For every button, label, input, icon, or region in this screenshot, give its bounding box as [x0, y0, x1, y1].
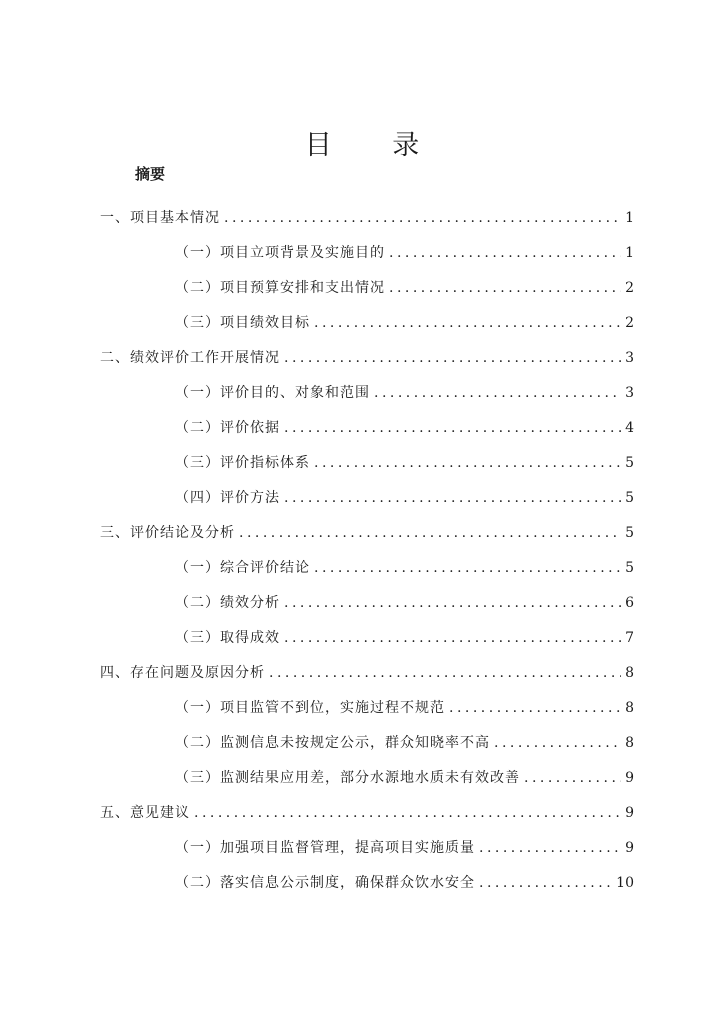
- toc-page-number: 8: [625, 700, 634, 716]
- toc-entry[interactable]: [100, 204, 634, 232]
- toc-page-number: 9: [625, 840, 634, 856]
- toc-entry-title: 二、绩效评价工作开展情况: [100, 350, 280, 366]
- toc-entry[interactable]: [100, 519, 634, 547]
- toc-page-number: 1: [625, 245, 634, 261]
- toc-entry-title: （三）项目绩效目标: [175, 315, 310, 331]
- toc-leader-dots: [284, 414, 621, 442]
- toc-leader-dots: [374, 379, 621, 407]
- toc-entry[interactable]: [100, 799, 634, 827]
- toc-leader-dots: [284, 589, 621, 617]
- toc-entry-title: 一、项目基本情况: [100, 210, 220, 226]
- toc-leader-dots: [269, 659, 621, 687]
- toc-leader-dots: [494, 729, 621, 757]
- toc-page-number: 5: [625, 560, 634, 576]
- toc-entry-title: （一）评价目的、对象和范围: [175, 385, 370, 401]
- toc-entry[interactable]: [175, 239, 634, 267]
- toc-entry-title: （三）取得成效: [175, 630, 280, 646]
- toc-leader-dots: [224, 204, 621, 232]
- toc-page-number: 7: [625, 630, 634, 646]
- toc-leader-dots: [314, 309, 621, 337]
- toc-page-number: 4: [625, 420, 634, 436]
- toc-page-number: 10: [616, 875, 634, 891]
- toc-page-number: 3: [625, 385, 634, 401]
- toc-leader-dots: [314, 449, 621, 477]
- toc-entry-title: （二）评价依据: [175, 420, 280, 436]
- toc-entry[interactable]: [175, 589, 634, 617]
- page-title: 目 录: [304, 130, 446, 161]
- toc-entry-title: （一）加强项目监督管理，提高项目实施质量: [175, 840, 475, 856]
- toc-entry[interactable]: [175, 274, 634, 302]
- toc-entry-title: （三）监测结果应用差，部分水源地水质未有效改善: [175, 770, 520, 786]
- toc-entry-title: （一）项目立项背景及实施目的: [175, 245, 385, 261]
- toc-leader-dots: [449, 694, 621, 722]
- toc-leader-dots: [284, 484, 621, 512]
- toc-entry[interactable]: [175, 484, 634, 512]
- toc-page-number: 8: [625, 665, 634, 681]
- toc-page-number: 9: [625, 805, 634, 821]
- toc-entry[interactable]: [175, 729, 634, 757]
- toc-page-number: 8: [625, 735, 634, 751]
- toc-entry-title: （三）评价指标体系: [175, 455, 310, 471]
- toc-entry-title: （二）落实信息公示制度，确保群众饮水安全: [175, 875, 475, 891]
- toc-page-number: 3: [625, 350, 634, 366]
- toc-entry-title: （一）综合评价结论: [175, 560, 310, 576]
- summary-heading: 摘要: [135, 165, 166, 183]
- toc-entry[interactable]: [175, 449, 634, 477]
- toc-entry-title: （二）绩效分析: [175, 595, 280, 611]
- toc-entry-title: （四）评价方法: [175, 490, 280, 506]
- toc-entry-title: （二）监测信息未按规定公示，群众知晓率不高: [175, 735, 490, 751]
- toc-entry[interactable]: [175, 694, 634, 722]
- toc-entry[interactable]: [175, 764, 634, 792]
- toc-page-number: 2: [625, 280, 634, 296]
- toc-leader-dots: [479, 869, 612, 897]
- toc-entry[interactable]: [175, 309, 634, 337]
- toc-page-number: 1: [625, 210, 634, 226]
- toc-entry-title: 五、意见建议: [100, 805, 190, 821]
- toc-entry[interactable]: [100, 344, 634, 372]
- toc-leader-dots: [284, 344, 621, 372]
- toc-leader-dots: [389, 239, 621, 267]
- toc-leader-dots: [239, 519, 621, 547]
- toc-leader-dots: [314, 554, 621, 582]
- toc-page-number: 2: [625, 315, 634, 331]
- toc-entry[interactable]: [100, 659, 634, 687]
- toc-entry-title: （一）项目监管不到位，实施过程不规范: [175, 700, 445, 716]
- toc-leader-dots: [389, 274, 621, 302]
- toc-entry[interactable]: [175, 414, 634, 442]
- toc-leader-dots: [479, 834, 621, 862]
- toc-entry[interactable]: [175, 379, 634, 407]
- toc-entry-title: （二）项目预算安排和支出情况: [175, 280, 385, 296]
- toc-entry[interactable]: [175, 554, 634, 582]
- toc-leader-dots: [284, 624, 621, 652]
- toc-leader-dots: [194, 799, 621, 827]
- toc-page-number: 5: [625, 525, 634, 541]
- toc-entry-title: 三、评价结论及分析: [100, 525, 235, 541]
- toc-entry[interactable]: [175, 869, 634, 897]
- toc-entry[interactable]: [175, 834, 634, 862]
- toc-page-number: 6: [625, 595, 634, 611]
- toc-entry-title: 四、存在问题及原因分析: [100, 665, 265, 681]
- toc-leader-dots: [524, 764, 621, 792]
- toc-page-number: 9: [625, 770, 634, 786]
- toc-entry[interactable]: [175, 624, 634, 652]
- toc-page-number: 5: [625, 490, 634, 506]
- toc-page-number: 5: [625, 455, 634, 471]
